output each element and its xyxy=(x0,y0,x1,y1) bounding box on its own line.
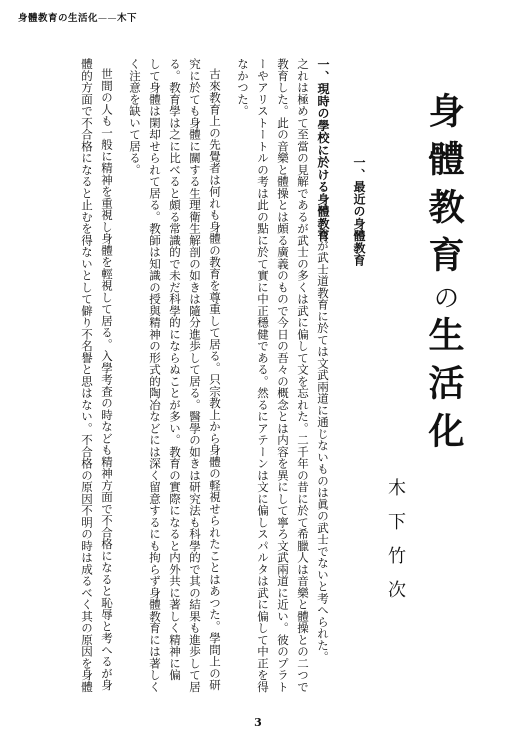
body-line: ーやアリストートルの考は此の點に於て實に中正穩健である。然るにアテーンは文に偏しスパルタは武に偏して中正を得 xyxy=(256,58,270,693)
running-title: 身體教育の生活化 xyxy=(18,13,99,24)
body-line: く注意を缺いて居る。 xyxy=(128,58,142,176)
page-number: 3 xyxy=(254,716,262,729)
title-particle: の xyxy=(429,284,459,316)
running-author: 木下 xyxy=(117,13,138,24)
body-line: 之れは極めて至當の見解であるが武士の多くは武に偏して文を忘れた。二千年の昔に於て希臘人は音樂と體操との二つで xyxy=(296,58,310,693)
body-line: 究に於ても身體に關する生理衛生解剖の如きは隨分進歩して居る。醫學の如きは研究法も科學的で其の結果も進歩して居 xyxy=(188,58,202,693)
title-main: 身體教育 xyxy=(423,92,465,284)
title-tail: 生活化 xyxy=(423,316,465,460)
body-line: 教育した。此の音樂と體操とは頗る廣義のもので今日の吾々の概念とは内容を異にして寧ろ文武兩道に近い。彼のプラト xyxy=(276,58,290,693)
section-heading: 一、現時の學校に於ける身體教育 xyxy=(316,58,330,242)
body-line: なかつた。 xyxy=(236,58,250,117)
author-name: 木下竹次 xyxy=(385,478,406,614)
body-line: 古來教育上の先覺者は何れも身體の教育を尊重して居る。只宗教上から身體の軽視せられたことはあつた。學問上の研 xyxy=(208,68,222,691)
body-line: る。教育學は之に比べると頗る常識的で未だ科學的にならぬことが多い。教育の實際になると内外共に著しく精神に偏 xyxy=(168,58,182,681)
body-line: 世間の人も一般に精神を重視し身體を輕視して居る。入學考査の時なども精神方面で不合格になると恥辱と考へるが身 xyxy=(100,68,114,691)
body-line: 我が武士道教育に於ては文武兩道に通じないものは眞の武士でないと考へられた。 xyxy=(316,228,330,663)
running-dash: —— xyxy=(98,14,118,24)
running-header xyxy=(18,10,137,24)
body-line: 體的方面で不合格になると止むを得ないとして僻り不名譽と思はない。不合格の原因不明の時は成るべく其の原因を身體 xyxy=(80,58,94,693)
body-line: して身體は閑却せられて居る。教師は知識の授與精神の形式的陶冶などには深く留意するにも拘らず身體教育には著しく xyxy=(148,58,162,693)
subsection-heading: 一、最近の身體教育 xyxy=(352,156,366,267)
article-title xyxy=(424,92,464,460)
